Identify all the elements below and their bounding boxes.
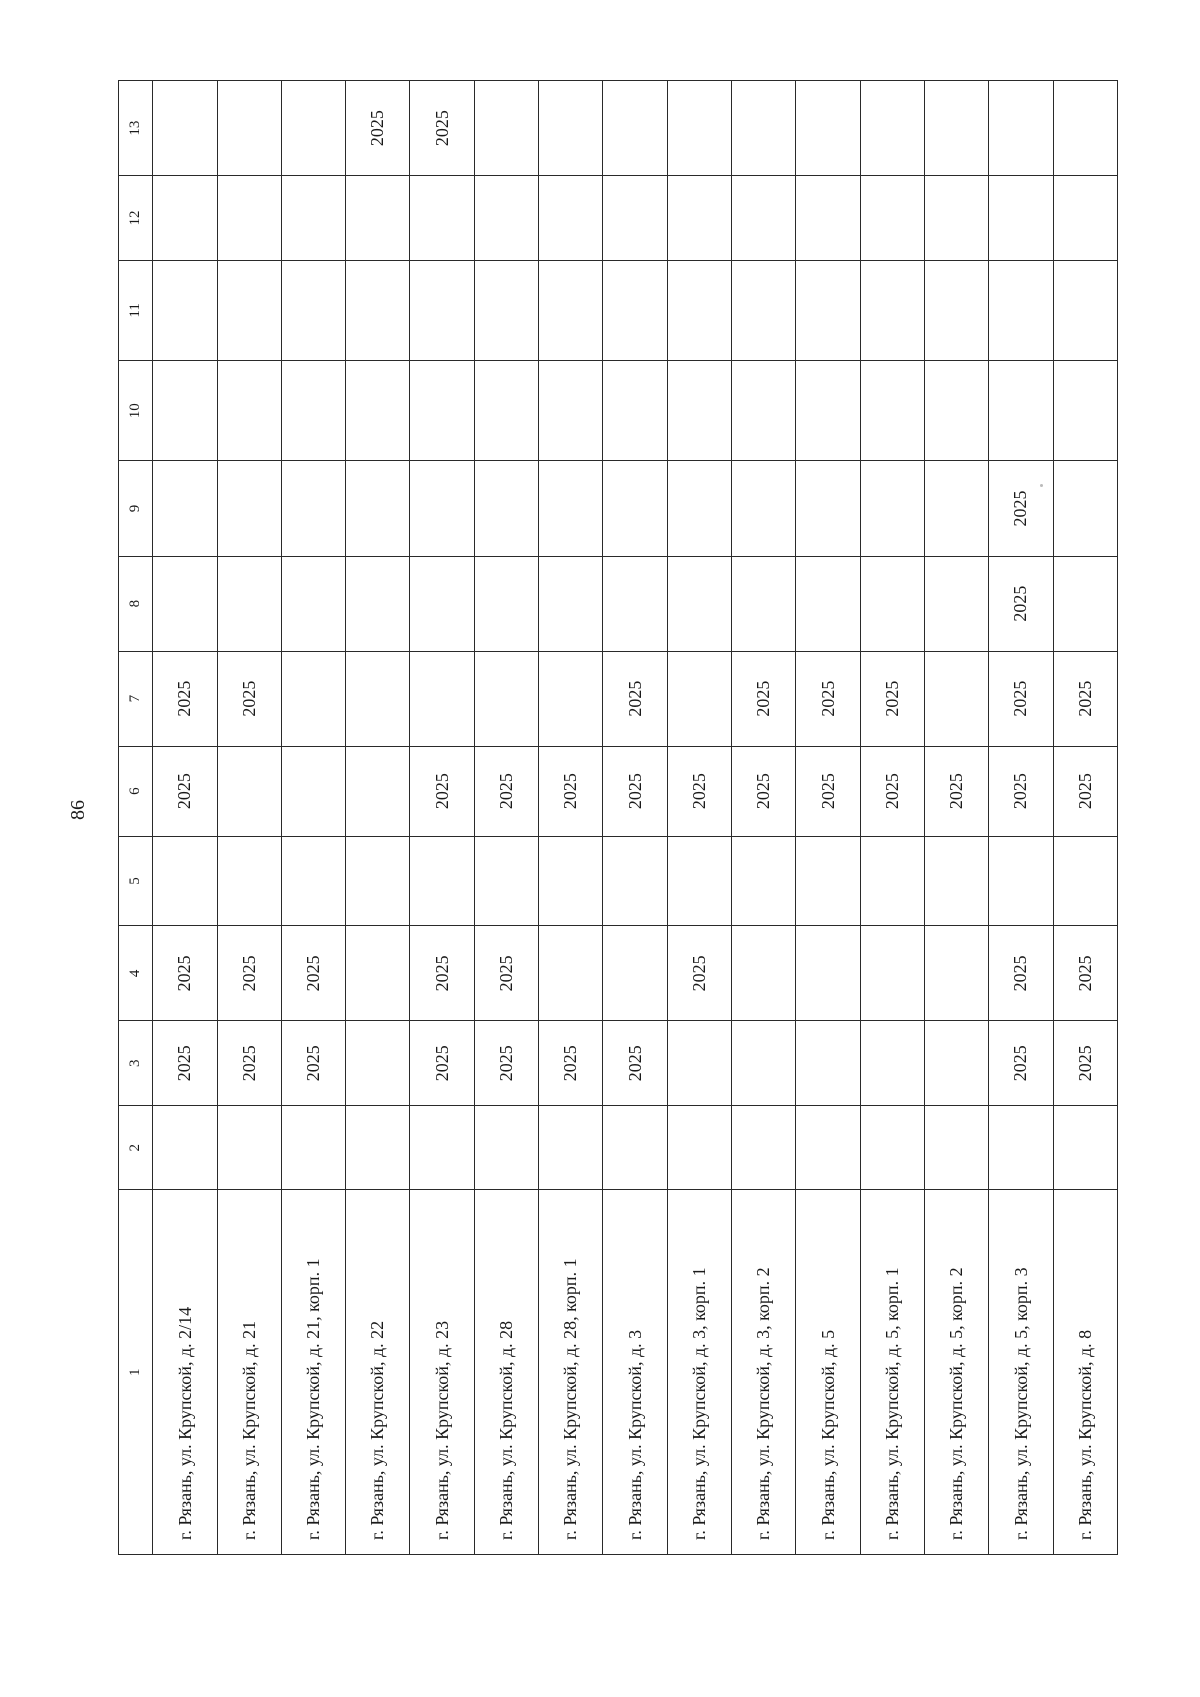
year-cell: [1053, 461, 1117, 556]
year-cell: [1053, 836, 1117, 926]
year-cell: [217, 260, 281, 360]
year-cell: [924, 176, 988, 261]
address-cell: г. Рязань, ул. Крупской, д. 2/14: [153, 1190, 217, 1555]
year-cell: [860, 926, 924, 1021]
table-row: [603, 81, 667, 1555]
year-cell: [474, 176, 538, 261]
year-cell: [603, 836, 667, 926]
year-cell: [603, 81, 667, 176]
year-cell: [346, 260, 410, 360]
year-cell: [410, 651, 474, 746]
year-cell: [346, 651, 410, 746]
column-header: 13: [119, 81, 153, 176]
year-cell: [217, 746, 281, 836]
year-cell: [539, 1105, 603, 1190]
column-header: 6: [119, 746, 153, 836]
year-cell: 2025: [989, 1021, 1053, 1106]
year-cell: [1053, 556, 1117, 651]
year-cell: 2025: [153, 926, 217, 1021]
year-cell: 2025: [667, 746, 731, 836]
year-cell: [346, 556, 410, 651]
year-cell: [474, 81, 538, 176]
column-header: 4: [119, 926, 153, 1021]
year-cell: [603, 260, 667, 360]
year-cell: [281, 836, 345, 926]
year-cell: [346, 926, 410, 1021]
year-cell: 2025: [1053, 926, 1117, 1021]
year-cell: [603, 461, 667, 556]
year-cell: [217, 361, 281, 461]
table-row: [796, 81, 860, 1555]
year-cell: [860, 260, 924, 360]
year-cell: 2025: [217, 1021, 281, 1106]
year-cell: 2025: [1053, 1021, 1117, 1106]
year-cell: [796, 260, 860, 360]
year-cell: [732, 260, 796, 360]
year-cell: [796, 176, 860, 261]
address-cell: г. Рязань, ул. Крупской, д. 3: [603, 1190, 667, 1555]
year-cell: 2025: [603, 1021, 667, 1106]
year-cell: [732, 176, 796, 261]
year-cell: [796, 836, 860, 926]
table-row: [410, 81, 474, 1555]
year-cell: [153, 1105, 217, 1190]
table-row: [989, 81, 1053, 1555]
year-cell: 2025: [539, 1021, 603, 1106]
address-cell: г. Рязань, ул. Крупской, д. 3, корп. 2: [732, 1190, 796, 1555]
year-cell: [667, 81, 731, 176]
year-cell: [667, 836, 731, 926]
year-cell: 2025: [153, 651, 217, 746]
column-header: 10: [119, 361, 153, 461]
year-cell: [924, 361, 988, 461]
year-cell: 2025: [474, 746, 538, 836]
year-cell: [924, 81, 988, 176]
year-cell: [217, 1105, 281, 1190]
year-cell: [153, 461, 217, 556]
year-cell: [667, 651, 731, 746]
year-cell: [860, 461, 924, 556]
year-cell: 2025: [860, 651, 924, 746]
year-cell: 2025: [153, 1021, 217, 1106]
year-cell: [539, 926, 603, 1021]
year-cell: [860, 361, 924, 461]
column-header: 1: [119, 1190, 153, 1555]
address-cell: г. Рязань, ул. Крупской, д. 21, корп. 1: [281, 1190, 345, 1555]
year-cell: [346, 746, 410, 836]
year-cell: [281, 461, 345, 556]
year-cell: [410, 361, 474, 461]
year-cell: [539, 651, 603, 746]
year-cell: [989, 260, 1053, 360]
year-cell: [281, 260, 345, 360]
year-cell: 2025: [153, 746, 217, 836]
address-cell: г. Рязань, ул. Крупской, д. 28, корп. 1: [539, 1190, 603, 1555]
year-cell: [860, 836, 924, 926]
year-cell: [667, 1021, 731, 1106]
year-cell: 2025: [217, 651, 281, 746]
year-cell: [539, 556, 603, 651]
year-cell: [153, 260, 217, 360]
year-cell: [924, 556, 988, 651]
year-cell: [346, 836, 410, 926]
year-cell: [667, 461, 731, 556]
year-cell: [281, 556, 345, 651]
year-cell: [539, 836, 603, 926]
table-row: [346, 81, 410, 1555]
year-cell: [732, 1105, 796, 1190]
year-cell: [281, 651, 345, 746]
year-cell: [732, 81, 796, 176]
year-cell: [603, 361, 667, 461]
column-header: 3: [119, 1021, 153, 1106]
year-cell: [410, 176, 474, 261]
year-cell: [989, 81, 1053, 176]
year-cell: 2025: [410, 1021, 474, 1106]
year-cell: [474, 1105, 538, 1190]
year-cell: [667, 176, 731, 261]
year-cell: [860, 1105, 924, 1190]
column-header: 8: [119, 556, 153, 651]
year-cell: [153, 836, 217, 926]
year-cell: [732, 361, 796, 461]
year-cell: 2025: [410, 746, 474, 836]
year-cell: 2025: [989, 746, 1053, 836]
year-cell: [281, 1105, 345, 1190]
year-cell: [796, 461, 860, 556]
year-cell: 2025: [860, 746, 924, 836]
year-cell: [924, 260, 988, 360]
address-cell: г. Рязань, ул. Крупской, д. 5: [796, 1190, 860, 1555]
year-cell: 2025: [474, 1021, 538, 1106]
year-cell: [732, 556, 796, 651]
year-cell: 2025: [603, 651, 667, 746]
year-cell: [603, 176, 667, 261]
table-row: [732, 81, 796, 1555]
year-cell: [346, 176, 410, 261]
year-cell: [281, 81, 345, 176]
year-cell: [924, 926, 988, 1021]
year-cell: 2025: [603, 746, 667, 836]
year-cell: [1053, 1105, 1117, 1190]
year-cell: 2025: [539, 746, 603, 836]
year-cell: 2025: [410, 926, 474, 1021]
table-row: [860, 81, 924, 1555]
address-cell: г. Рязань, ул. Крупской, д. 8: [1053, 1190, 1117, 1555]
address-cell: г. Рязань, ул. Крупской, д. 3, корп. 1: [667, 1190, 731, 1555]
year-cell: [667, 260, 731, 360]
address-cell: г. Рязань, ул. Крупской, д. 5, корп. 2: [924, 1190, 988, 1555]
table-row: [217, 81, 281, 1555]
year-cell: [924, 1105, 988, 1190]
table-row: [153, 81, 217, 1555]
column-header: 2: [119, 1105, 153, 1190]
year-cell: 2025: [989, 556, 1053, 651]
year-cell: [474, 651, 538, 746]
year-cell: [153, 556, 217, 651]
table-row: [281, 81, 345, 1555]
year-cell: [217, 176, 281, 261]
year-cell: [732, 836, 796, 926]
year-cell: [346, 461, 410, 556]
table-body: [119, 81, 1118, 1555]
year-cell: [410, 836, 474, 926]
year-cell: [153, 361, 217, 461]
year-cell: [924, 461, 988, 556]
address-cell: г. Рязань, ул. Крупской, д. 5, корп. 1: [860, 1190, 924, 1555]
year-cell: 2025: [667, 926, 731, 1021]
column-header: 11: [119, 260, 153, 360]
year-cell: [1053, 176, 1117, 261]
year-cell: [989, 361, 1053, 461]
column-header: 12: [119, 176, 153, 261]
column-header: 5: [119, 836, 153, 926]
year-cell: [539, 461, 603, 556]
year-cell: 2025: [732, 651, 796, 746]
year-cell: 2025: [796, 746, 860, 836]
year-cell: 2025: [474, 926, 538, 1021]
year-cell: [474, 361, 538, 461]
year-cell: [989, 836, 1053, 926]
year-cell: [153, 176, 217, 261]
year-cell: [860, 556, 924, 651]
year-cell: [732, 1021, 796, 1106]
table-row: [1053, 81, 1117, 1555]
page-number: 86: [67, 800, 89, 820]
address-cell: г. Рязань, ул. Крупской, д. 22: [346, 1190, 410, 1555]
year-cell: [539, 176, 603, 261]
year-cell: [796, 926, 860, 1021]
year-cell: 2025: [796, 651, 860, 746]
year-cell: [860, 1021, 924, 1106]
year-cell: [924, 1021, 988, 1106]
year-cell: [281, 176, 345, 261]
year-cell: [860, 176, 924, 261]
year-cell: [667, 556, 731, 651]
year-cell: [796, 361, 860, 461]
year-cell: [924, 651, 988, 746]
year-cell: [410, 260, 474, 360]
year-cell: [346, 1105, 410, 1190]
year-cell: [603, 926, 667, 1021]
year-cell: [1053, 361, 1117, 461]
year-cell: [217, 556, 281, 651]
year-cell: [603, 1105, 667, 1190]
table-row: [474, 81, 538, 1555]
address-cell: г. Рязань, ул. Крупской, д. 28: [474, 1190, 538, 1555]
year-cell: [474, 556, 538, 651]
year-cell: 2025: [732, 746, 796, 836]
year-cell: [474, 260, 538, 360]
year-cell: [474, 461, 538, 556]
column-header: 7: [119, 651, 153, 746]
year-cell: [732, 926, 796, 1021]
address-cell: г. Рязань, ул. Крупской, д. 23: [410, 1190, 474, 1555]
column-number-row: [119, 81, 153, 1555]
year-cell: [1053, 81, 1117, 176]
year-cell: 2025: [346, 81, 410, 176]
year-cell: 2025: [1053, 651, 1117, 746]
year-cell: [603, 556, 667, 651]
address-cell: г. Рязань, ул. Крупской, д. 21: [217, 1190, 281, 1555]
year-cell: 2025: [217, 926, 281, 1021]
year-cell: [474, 836, 538, 926]
table-row: [667, 81, 731, 1555]
year-cell: [539, 260, 603, 360]
table-row: [539, 81, 603, 1555]
year-cell: [281, 746, 345, 836]
year-cell: [989, 176, 1053, 261]
address-schedule-table: [118, 80, 1118, 1555]
year-cell: [153, 81, 217, 176]
year-cell: [281, 361, 345, 461]
year-cell: 2025: [1053, 746, 1117, 836]
year-cell: 2025: [410, 81, 474, 176]
scan-speck: [1040, 484, 1043, 487]
year-cell: [796, 1021, 860, 1106]
year-cell: [796, 81, 860, 176]
year-cell: 2025: [989, 926, 1053, 1021]
year-cell: [539, 81, 603, 176]
year-cell: [539, 361, 603, 461]
table-row: [924, 81, 988, 1555]
year-cell: [410, 1105, 474, 1190]
year-cell: 2025: [924, 746, 988, 836]
year-cell: [346, 1021, 410, 1106]
year-cell: [732, 461, 796, 556]
year-cell: [410, 556, 474, 651]
year-cell: [796, 1105, 860, 1190]
year-cell: [667, 1105, 731, 1190]
year-cell: 2025: [281, 926, 345, 1021]
address-cell: г. Рязань, ул. Крупской, д. 5, корп. 3: [989, 1190, 1053, 1555]
year-cell: [796, 556, 860, 651]
year-cell: [217, 836, 281, 926]
year-cell: [410, 461, 474, 556]
column-header: 9: [119, 461, 153, 556]
year-cell: 2025: [989, 651, 1053, 746]
document-table-container: [118, 80, 1118, 1555]
year-cell: [217, 461, 281, 556]
year-cell: 2025: [989, 461, 1053, 556]
year-cell: 2025: [281, 1021, 345, 1106]
year-cell: [860, 81, 924, 176]
year-cell: [346, 361, 410, 461]
year-cell: [924, 836, 988, 926]
year-cell: [989, 1105, 1053, 1190]
year-cell: [217, 81, 281, 176]
year-cell: [667, 361, 731, 461]
year-cell: [1053, 260, 1117, 360]
